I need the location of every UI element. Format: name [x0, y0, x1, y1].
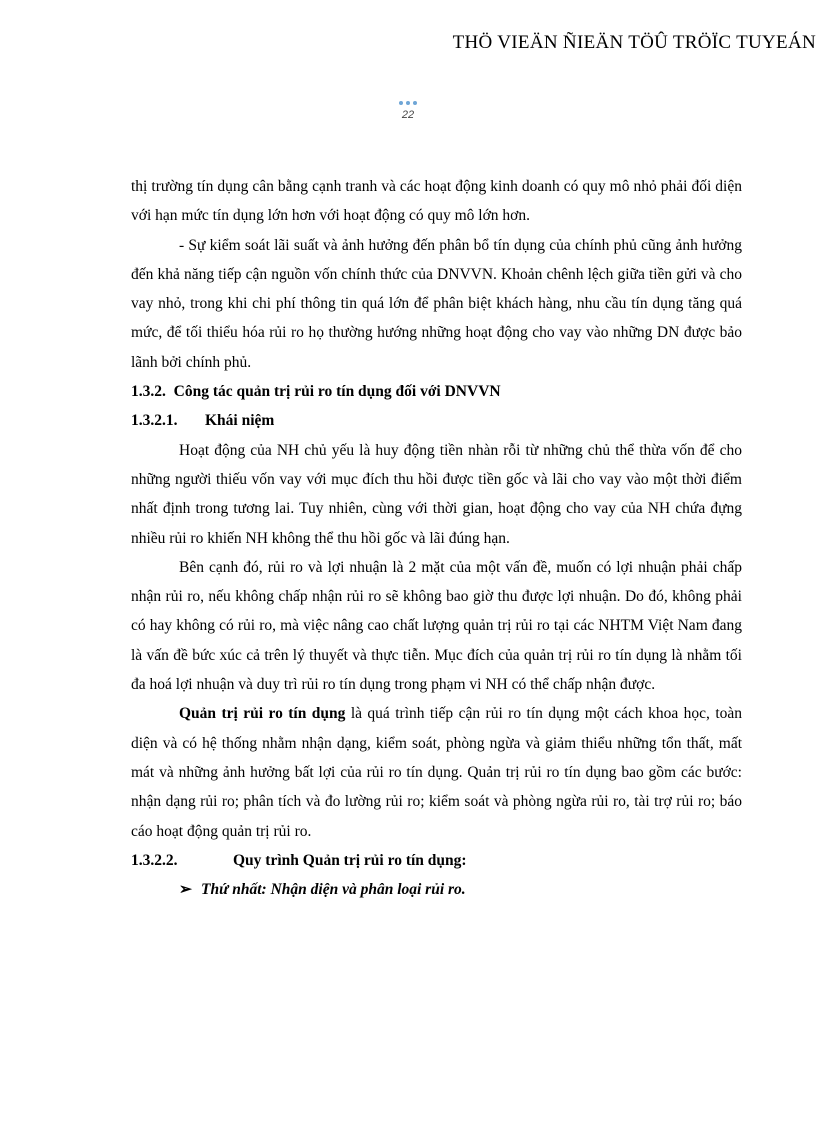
paragraph-5-text: là quá trình tiếp cận rủi ro tín dụng một cách khoa học, toàn diện và có hệ thống nhằm nhận dạng, kiểm soát, phòng ngừa và giảm thiểu những tổn thất, mất mát và những ảnh hưởng bất lợi của rủi ro tín dụng. Quản trị rủi ro tín dụng bao gồm các bước: nhận dạng rủi ro; phân tích và đo lường rủi ro; kiểm soát và phòng ngừa rủi ro, tài trợ rủi ro; báo cáo hoạt động quản trị rủi ro. [131, 705, 742, 840]
section-heading-1-3-2-1 [131, 406, 742, 435]
page-number-mark [0, 92, 816, 121]
section-heading-1-3-2-2 [131, 846, 742, 875]
paragraph-2: - Sự kiểm soát lãi suất và ảnh hưởng đến phân bổ tín dụng của chính phủ cũng ảnh hưởng đến khả năng tiếp cận nguồn vốn chính thức của DNVVN. Khoản chênh lệch giữa tiền gửi và cho vay nhỏ, trong khi chi phí thông tin quá lớn để phân biệt khách hàng, nhu cầu tín dụng tăng quá mức, để tối thiểu hóa rủi ro họ thường hướng những hoạt động cho vay vào những DN được bảo lãnh bởi chính phủ. [131, 236, 742, 371]
arrow-bullet-icon: ➢ [179, 881, 192, 899]
section-title: Công tác quản trị rủi ro tín dụng đối với DNVVN [173, 383, 501, 401]
bullet-text: Thứ nhất: Nhận diện và phân loại rủi ro. [201, 881, 466, 899]
bullet-item-1 [131, 875, 742, 904]
section-heading-1-3-2 [131, 377, 742, 406]
paragraph-4: Bên cạnh đó, rủi ro và lợi nhuận là 2 mặt của một vấn đề, muốn có lợi nhuận phải chấp nhận rủi ro, nếu không chấp nhận rủi ro sẽ không bao giờ thu được lợi nhuận. Do đó, không phải có hay không có rủi ro, mà việc nâng cao chất lượng quản trị rủi ro tại các NHTM Việt Nam đang là vấn đề bức xúc cả trên lý thuyết và thực tiễn. Mục đích của quản trị rủi ro tín dụng là nhằm tối đa hoá lợi nhuận và duy trì rủi ro tín dụng trong phạm vi NH có thể chấp nhận được. [131, 558, 742, 694]
term-bold: Quản trị rủi ro tín dụng [179, 705, 346, 723]
decorative-dots-icon [399, 101, 417, 105]
library-header-title: THÖ VIEÄN ÑIEÄN TÖÛ TRÖÏC TUYEÁN [452, 32, 816, 53]
subsection-title: Khái niệm [205, 412, 275, 430]
subsection-number: 1.3.2.1. [131, 412, 178, 430]
subsection-number: 1.3.2.2. [131, 851, 178, 869]
subsection-title: Quy trình Quản trị rủi ro tín dụng: [233, 851, 467, 869]
paragraph-3: Hoạt động của NH chủ yếu là huy động tiền nhàn rỗi từ những chủ thể thừa vốn để cho những người thiếu vốn vay với mục đích thu hồi được tiền gốc và lãi cho vay vào một thời điểm nhất định trong tương lai. Tuy nhiên, cùng với thời gian, hoạt động cho vay của NH chứa đựng nhiều rủi ro khiến NH không thể thu hồi gốc và lãi đúng hạn. [131, 441, 742, 547]
page-number: 22 [401, 109, 415, 121]
paragraph-1: thị trường tín dụng cân bằng cạnh tranh và các hoạt động kinh doanh có quy mô nhỏ phải đối diện với hạn mức tín dụng lớn hơn với hoạt động có quy mô lớn hơn. [131, 178, 742, 225]
paragraph-5 [131, 699, 742, 845]
section-number: 1.3.2. [131, 383, 166, 401]
document-body [131, 172, 742, 904]
